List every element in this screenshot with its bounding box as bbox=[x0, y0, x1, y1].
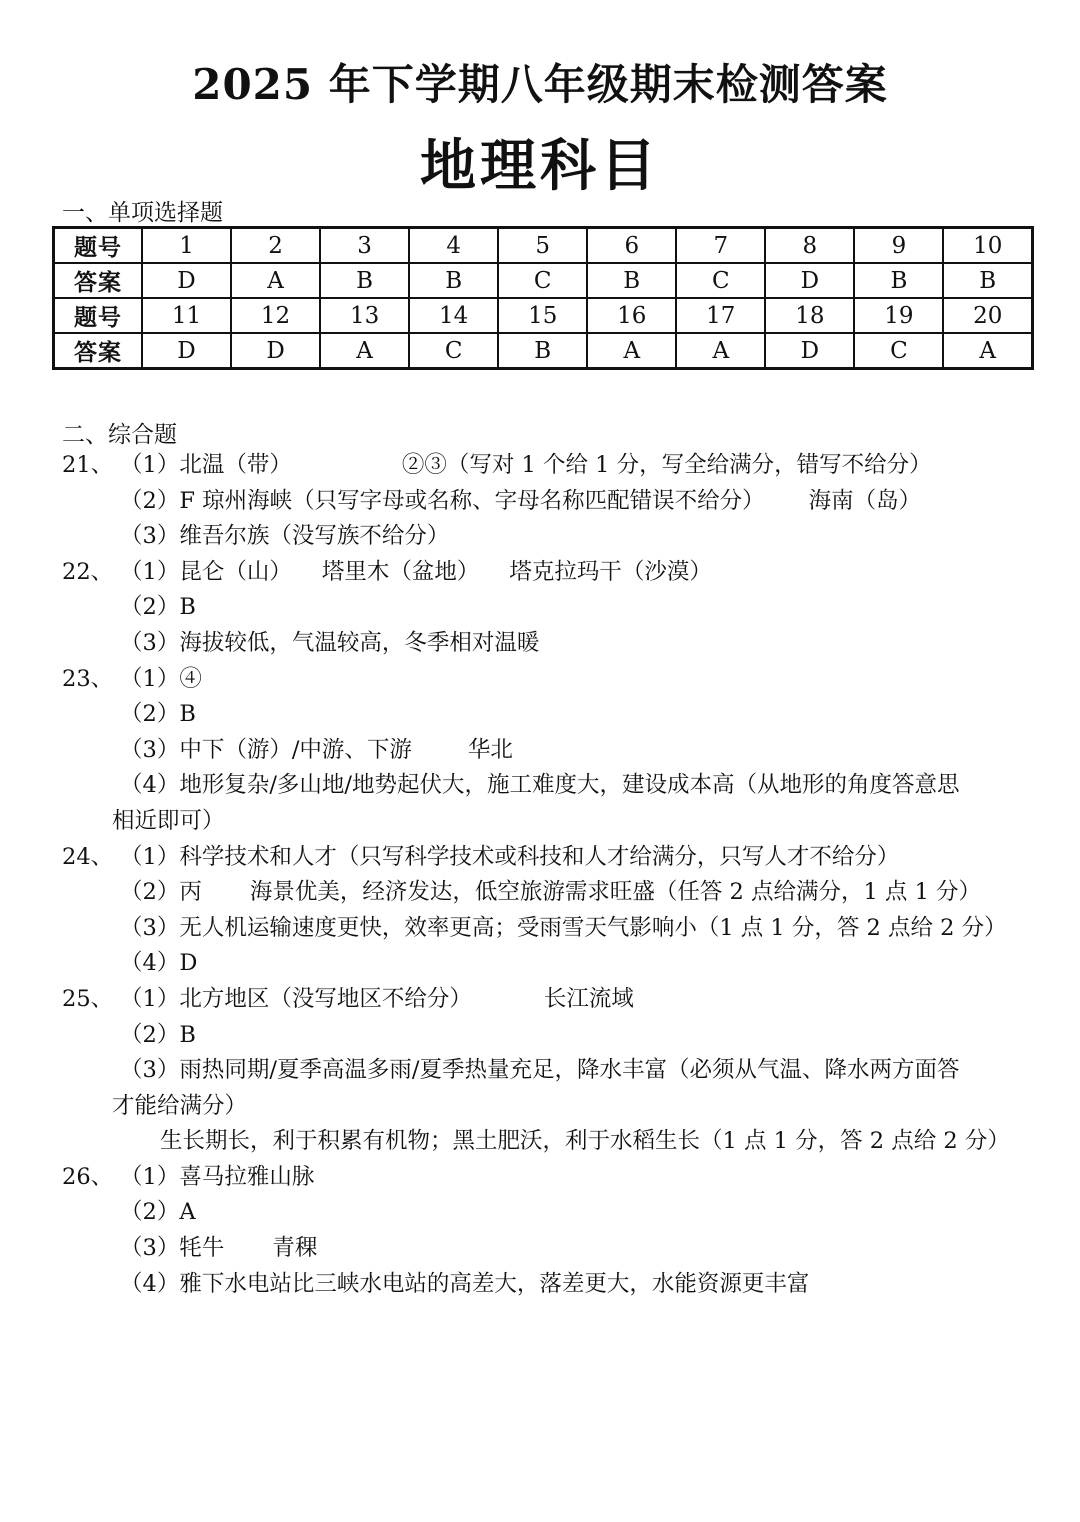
answer-text: （3）雨热同期/夏季高温多雨/夏季热量充足，降水丰富（必须从气温、降水两方面答 bbox=[120, 1057, 960, 1084]
question-number: 24、 bbox=[62, 843, 114, 870]
question-number: 7 bbox=[676, 228, 765, 264]
answer-line bbox=[62, 946, 1027, 982]
answer-line bbox=[62, 1160, 1027, 1196]
question-number: 26、 bbox=[62, 1163, 114, 1190]
answer-cell: A bbox=[943, 333, 1032, 369]
answer-line bbox=[62, 1231, 1027, 1267]
answer-cell: D bbox=[231, 333, 320, 369]
answer-line bbox=[62, 1267, 1027, 1303]
subject-title: 地理科目 bbox=[420, 133, 660, 199]
answer-cell: C bbox=[854, 333, 943, 369]
answer-text: （4）地形复杂/多山地/地势起伏大，施工难度大，建设成本高（从地形的角度答意思 bbox=[120, 772, 960, 799]
answer-text: （2）丙 bbox=[120, 879, 202, 906]
answer-text: （2）B bbox=[120, 594, 196, 621]
answer-text: （3）牦牛 bbox=[120, 1235, 225, 1262]
answer-cell: D bbox=[142, 333, 231, 369]
answer-text: 长江流域 bbox=[543, 985, 634, 1012]
table-row bbox=[54, 298, 1033, 333]
answer-line bbox=[62, 448, 1027, 484]
answer-text: （2）B bbox=[120, 701, 196, 728]
question-number: 1 bbox=[142, 228, 231, 264]
question-number: 10 bbox=[943, 228, 1032, 264]
answer-text: （1）昆仑（山） bbox=[120, 558, 292, 585]
answer-line bbox=[62, 626, 1027, 662]
table-row bbox=[54, 228, 1033, 264]
answer-line bbox=[62, 911, 1027, 947]
answer-text: （1）喜马拉雅山脉 bbox=[120, 1163, 315, 1190]
question-number: 11 bbox=[142, 298, 231, 333]
question-number: 13 bbox=[320, 298, 409, 333]
answer-cell: B bbox=[320, 263, 409, 298]
answer-text: （2）F 琼州海峡（只写字母或名称、字母名称匹配错误不给分） bbox=[120, 487, 765, 514]
answer-table bbox=[52, 226, 1034, 370]
answer-line bbox=[62, 1018, 1027, 1054]
row-label-answer: 答案 bbox=[54, 333, 143, 369]
answer-text: 相近即可） bbox=[112, 807, 225, 834]
answer-text: （3）无人机运输速度更快，效率更高；受雨雪天气影响小（1 点 1 分，答 2 点给 2 分） bbox=[120, 914, 1007, 941]
answer-text: 海南（岛） bbox=[808, 487, 922, 514]
row-label-number: 题号 bbox=[54, 228, 143, 264]
answer-cell: B bbox=[587, 263, 676, 298]
answer-text: 生长期长，利于积累有机物；黑土肥沃，利于水稻生长（1 点 1 分，答 2 点给 2 分） bbox=[160, 1128, 1010, 1155]
question-number: 4 bbox=[409, 228, 498, 264]
answer-text: （1）④ bbox=[120, 665, 202, 692]
answer-cell: C bbox=[409, 333, 498, 369]
answer-text: ②③（写对 1 个给 1 分，写全给满分，错写不给分） bbox=[401, 452, 932, 478]
question-number: 18 bbox=[765, 298, 854, 333]
question-number: 15 bbox=[498, 298, 587, 333]
question-number: 12 bbox=[231, 298, 320, 333]
row-label-number: 题号 bbox=[54, 298, 143, 333]
answer-cell: B bbox=[943, 263, 1032, 298]
answer-text: （1）科学技术和人才（只写科学技术或科技和人才给满分，只写人才不给分） bbox=[120, 843, 900, 870]
answer-line bbox=[62, 840, 1027, 876]
question-number: 16 bbox=[587, 298, 676, 333]
answer-cell: B bbox=[854, 263, 943, 298]
answer-cell: B bbox=[498, 333, 587, 369]
table-row bbox=[54, 333, 1033, 369]
answer-cell: B bbox=[409, 263, 498, 298]
answer-line bbox=[62, 484, 1027, 520]
answer-cell: A bbox=[587, 333, 676, 369]
answer-text: （2）B bbox=[120, 1021, 196, 1048]
comprehensive-answers bbox=[62, 448, 1027, 1302]
section-heading-comprehensive: 二、综合题 bbox=[62, 422, 177, 448]
answer-text: （2）A bbox=[120, 1199, 196, 1226]
answer-cell: D bbox=[142, 263, 231, 298]
answer-text: 海景优美，经济发达，低空旅游需求旺盛（任答 2 点给满分，1 点 1 分） bbox=[249, 879, 982, 906]
answer-text: （4）雅下水电站比三峡水电站的高差大，落差更大，水能资源更丰富 bbox=[120, 1270, 810, 1297]
section-heading-choice: 一、单项选择题 bbox=[62, 200, 223, 226]
answer-text: （1）北温（带） bbox=[120, 452, 292, 478]
question-number: 20 bbox=[943, 298, 1032, 333]
answer-line bbox=[62, 1053, 1027, 1089]
answer-line bbox=[62, 662, 1027, 698]
question-number: 22、 bbox=[62, 558, 114, 585]
question-number: 14 bbox=[409, 298, 498, 333]
answer-line bbox=[62, 982, 1027, 1018]
table-row bbox=[54, 263, 1033, 298]
answer-cell: C bbox=[498, 263, 587, 298]
question-number: 6 bbox=[587, 228, 676, 264]
answer-text: 才能给满分） bbox=[112, 1092, 248, 1119]
question-number: 5 bbox=[498, 228, 587, 264]
question-number: 2 bbox=[231, 228, 320, 264]
answer-text: （3）中下（游）/中游、下游 bbox=[120, 736, 412, 763]
answer-text: （3）海拔较低，气温较高，冬季相对温暖 bbox=[120, 629, 540, 656]
question-number: 21、 bbox=[62, 452, 114, 478]
answer-text: （1）北方地区（没写地区不给分） bbox=[120, 985, 472, 1012]
answer-line bbox=[62, 1089, 1027, 1125]
answer-line bbox=[62, 519, 1027, 555]
row-label-answer: 答案 bbox=[54, 263, 143, 298]
answer-cell: A bbox=[320, 333, 409, 369]
answer-line bbox=[62, 590, 1027, 626]
question-number: 8 bbox=[765, 228, 854, 264]
answer-cell: C bbox=[676, 263, 765, 298]
answer-line bbox=[62, 804, 1027, 840]
answer-text: （4）D bbox=[120, 950, 198, 977]
answer-cell: D bbox=[765, 333, 854, 369]
question-number: 25、 bbox=[62, 985, 114, 1012]
answer-text: （3）维吾尔族（没写族不给分） bbox=[120, 523, 450, 550]
question-number: 23、 bbox=[62, 665, 114, 692]
answer-cell: D bbox=[765, 263, 854, 298]
answer-text: 塔里木（盆地） bbox=[321, 558, 480, 585]
answer-line bbox=[62, 697, 1027, 733]
answer-text: 华北 bbox=[467, 736, 513, 763]
document-title: 2025 年下学期八年级期末检测答案 bbox=[192, 60, 888, 109]
answer-line bbox=[62, 1124, 1027, 1160]
answer-line bbox=[62, 555, 1027, 591]
question-number: 9 bbox=[854, 228, 943, 264]
answer-line bbox=[62, 768, 1027, 804]
question-number: 19 bbox=[854, 298, 943, 333]
answer-line bbox=[62, 733, 1027, 769]
answer-line bbox=[62, 1195, 1027, 1231]
answer-text: 青稞 bbox=[272, 1235, 318, 1262]
answer-line bbox=[62, 875, 1027, 911]
question-number: 3 bbox=[320, 228, 409, 264]
question-number: 17 bbox=[676, 298, 765, 333]
answer-cell: A bbox=[676, 333, 765, 369]
answer-cell: A bbox=[231, 263, 320, 298]
answer-text: 塔克拉玛干（沙漠） bbox=[509, 558, 712, 585]
